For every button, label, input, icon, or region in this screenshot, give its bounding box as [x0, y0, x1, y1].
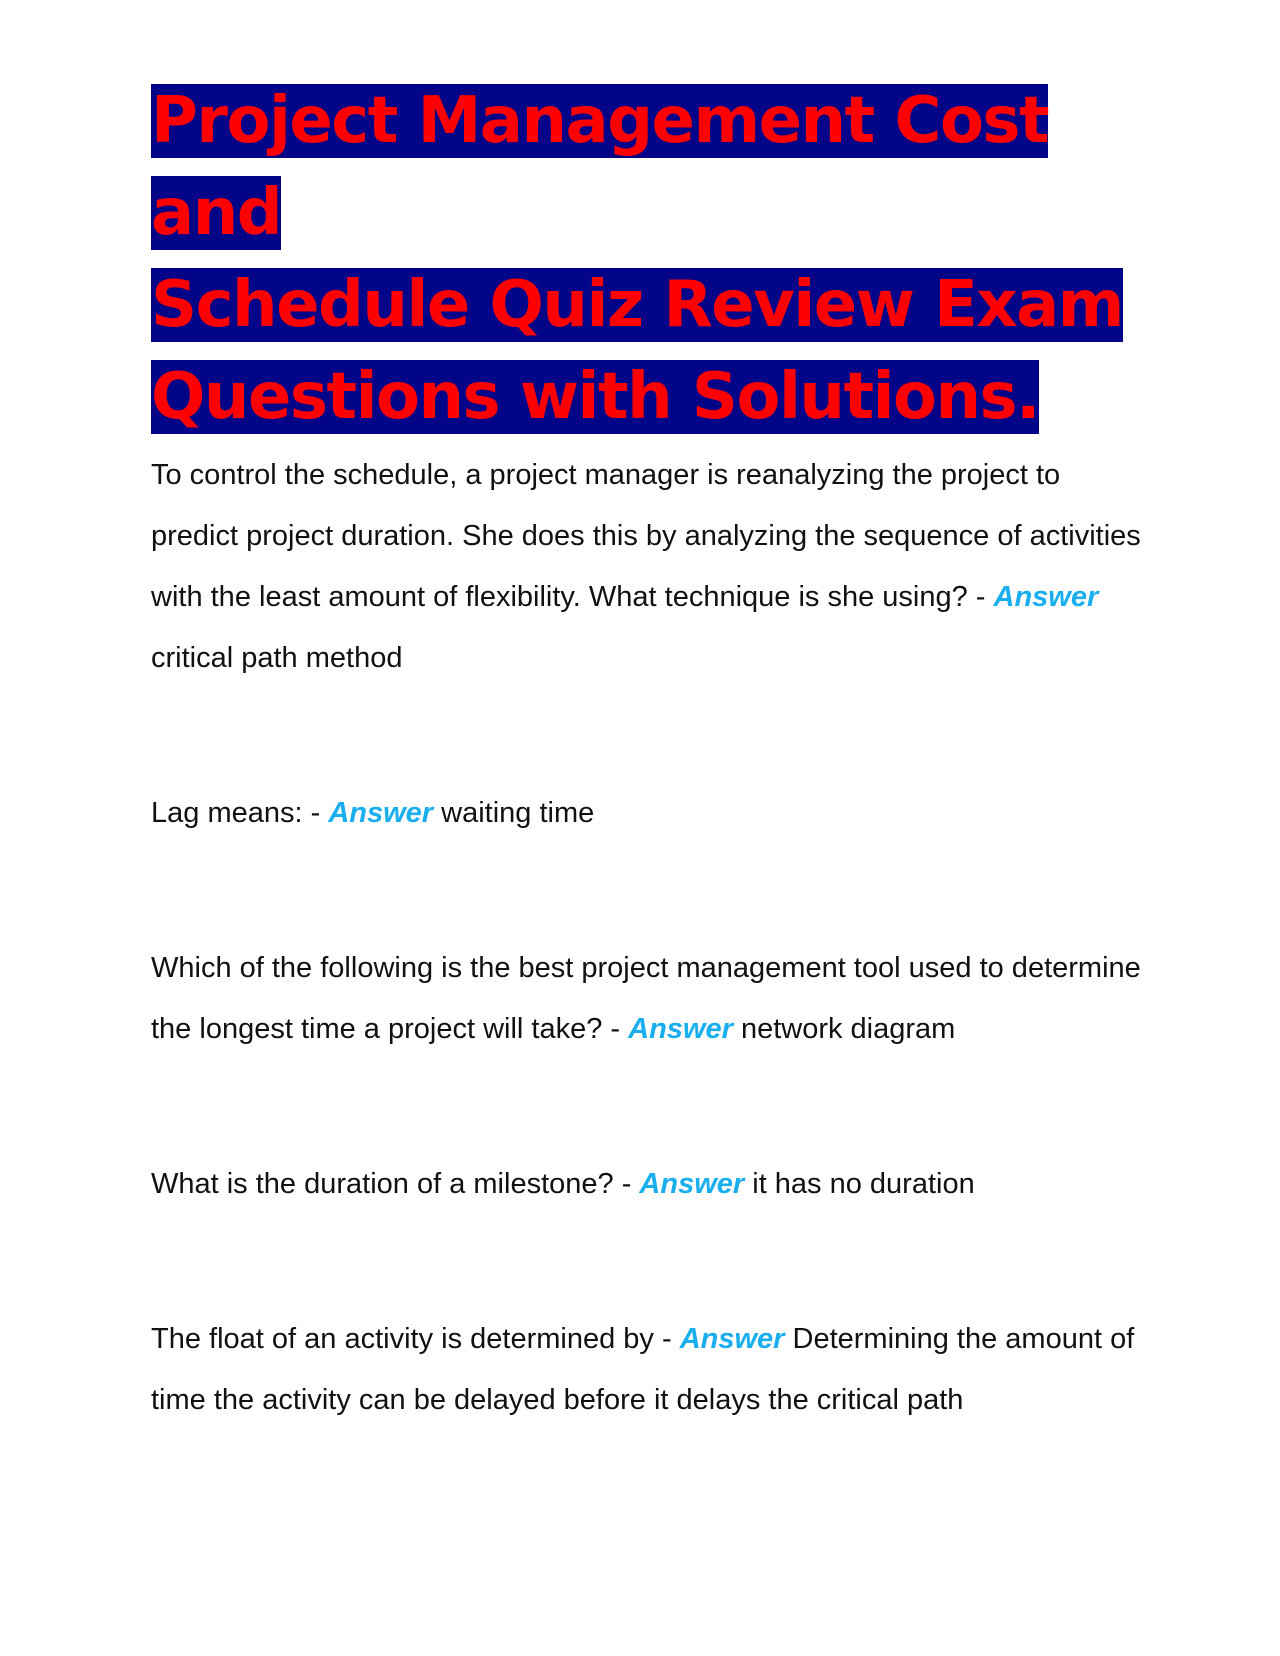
- answer-text: Determining the amount of time the activity can be delayed before it delays the critical path: [151, 1323, 1135, 1416]
- qa-item-2: [151, 783, 1141, 844]
- question-text: To control the schedule, a project manager is reanalyzing the project to predict project duration. She does this by analyzing the sequence of activities with the least amount of flexibility. What technique is she using? -: [151, 459, 1141, 613]
- qa-item-3: [151, 938, 1141, 1060]
- question-text: The float of an activity is determined by -: [151, 1323, 680, 1355]
- answer-text: it has no duration: [744, 1168, 975, 1200]
- question-text: Which of the following is the best project management tool used to determine the longest time a project will take? -: [151, 952, 1141, 1045]
- answer-label: Answer: [679, 1323, 785, 1355]
- qa-item-1: [151, 445, 1141, 689]
- document-content: [151, 75, 1141, 1431]
- answer-label: Answer: [639, 1168, 745, 1200]
- answer-label: Answer: [328, 797, 434, 829]
- answer-text: network diagram: [732, 1013, 956, 1045]
- question-text: What is the duration of a milestone? -: [151, 1168, 640, 1200]
- answer-text: critical path method: [151, 642, 403, 674]
- question-text: Lag means: -: [151, 797, 329, 829]
- title-line-3: Questions with Solutions.: [151, 360, 1039, 434]
- answer-label: Answer: [628, 1013, 733, 1045]
- qa-item-4: [151, 1154, 1141, 1215]
- document-title: [151, 75, 1141, 443]
- title-line-1: Project Management Cost and: [151, 84, 1049, 250]
- answer-label: Answer: [993, 581, 1099, 613]
- title-line-2: Schedule Quiz Review Exam: [151, 268, 1123, 342]
- answer-text: waiting time: [433, 797, 595, 829]
- qa-item-5: [151, 1309, 1141, 1431]
